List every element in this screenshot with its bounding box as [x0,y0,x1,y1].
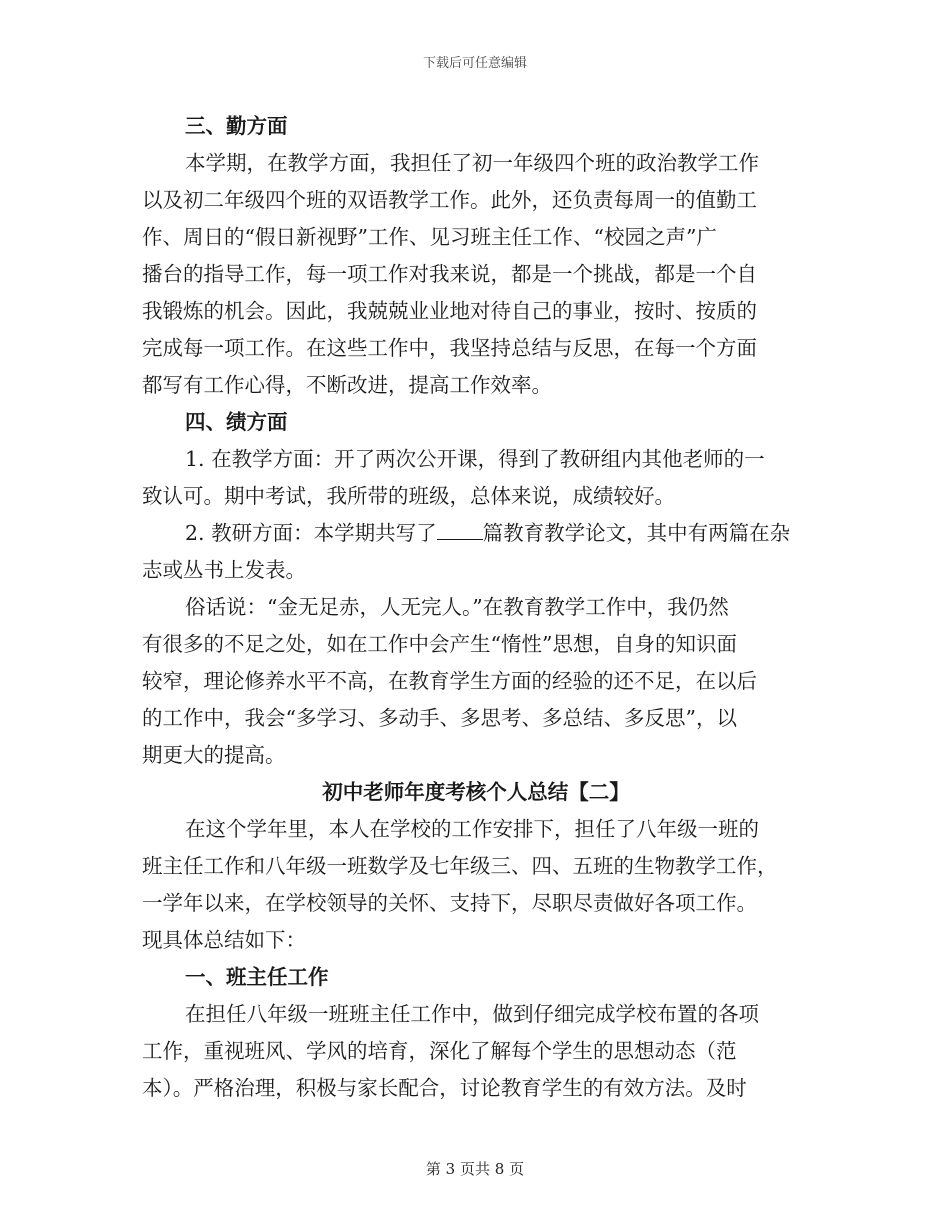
paragraph-line: 以及初二年级四个班的双语教学工作。此外，还负责每周一的值勤工 [142,188,757,212]
paragraph-line: 致认可。期中考试，我所带的班级，总体来说，成绩较好。 [142,484,675,508]
paragraph-line: 班主任工作和八年级一班数学及七年级三、四、五班的生物教学工作， [142,854,778,878]
document-body [142,108,810,1107]
paragraph-line: 1. 在教学方面：开了两次公开课，得到了教研组内其他老师的一 [185,447,765,471]
line-segment: 篇教育教学论文，其中有两篇在杂 [482,521,791,545]
paragraph-line: 志或丛书上发表。 [142,558,306,582]
paragraph-line: 本学期，在教学方面，我担任了初一年级四个班的政治教学工作 [185,151,759,175]
paragraph-line: 在担任八年级一班班主任工作中，做到仔细完成学校布置的各项 [185,1002,759,1026]
paragraph-line: 我锻炼的机会。因此，我兢兢业业地对待自己的事业，按时、按质的 [142,299,757,323]
paragraph-line: 较窄，理论修养水平不高，在教育学生方面的经验的还不足，在以后 [142,669,757,693]
paragraph-line: 完成每一项工作。在这些工作中，我坚持总结与反思，在每一个方面 [142,336,757,360]
fill-in-blank [437,519,483,540]
paragraph-line: 本）。严格治理，积极与家长配合，讨论教育学生的有效方法。及时 [142,1076,747,1100]
paragraph-line: 一学年以来，在学校领导的关怀、支持下，尽职尽责做好各项工作。 [142,891,757,915]
paragraph-line: 期更大的提高。 [142,743,286,767]
section-heading-achievements: 四、绩方面 [185,410,288,434]
paragraph-line: 有很多的不足之处，如在工作中会产生“惰性”思想，自身的知识面 [142,632,737,656]
paragraph-line: 工作，重视班风、学风的培育，深化了解每个学生的思想动态（范 [142,1039,737,1063]
paragraph-line: 作、周日的“假日新视野”工作、见习班主任工作、“校园之声”广 [142,225,717,249]
page-number-footer: 第 3 页共 8 页 [425,1160,525,1178]
paragraph-line: 都写有工作心得，不断改进，提高工作效率。 [142,373,552,397]
paragraph-line: 俗话说：“金无足赤，人无完人。”在教育教学工作中，我仍然 [185,595,729,619]
paragraph-line: 现具体总结如下： [142,928,306,952]
section-heading-diligence: 三、勤方面 [185,114,288,138]
paragraph-line: 在这个学年里，本人在学校的工作安排下，担任了八年级一班的 [185,817,759,841]
page-header-note: 下载后可任意编辑 [422,56,527,71]
line-segment: 2. 教研方面：本学期共写了 [185,521,437,545]
paragraph-line-with-blank [142,515,810,552]
paragraph-line: 的工作中，我会“多学习、多动手、多思考、多总结、多反思”，以 [142,706,737,730]
section-heading-head-teacher: 一、班主任工作 [185,965,329,989]
paragraph-line: 播台的指导工作，每一项工作对我来说，都是一个挑战，都是一个自 [142,262,757,286]
document-section-title: 初中老师年度考核个人总结【二】 [322,780,630,804]
